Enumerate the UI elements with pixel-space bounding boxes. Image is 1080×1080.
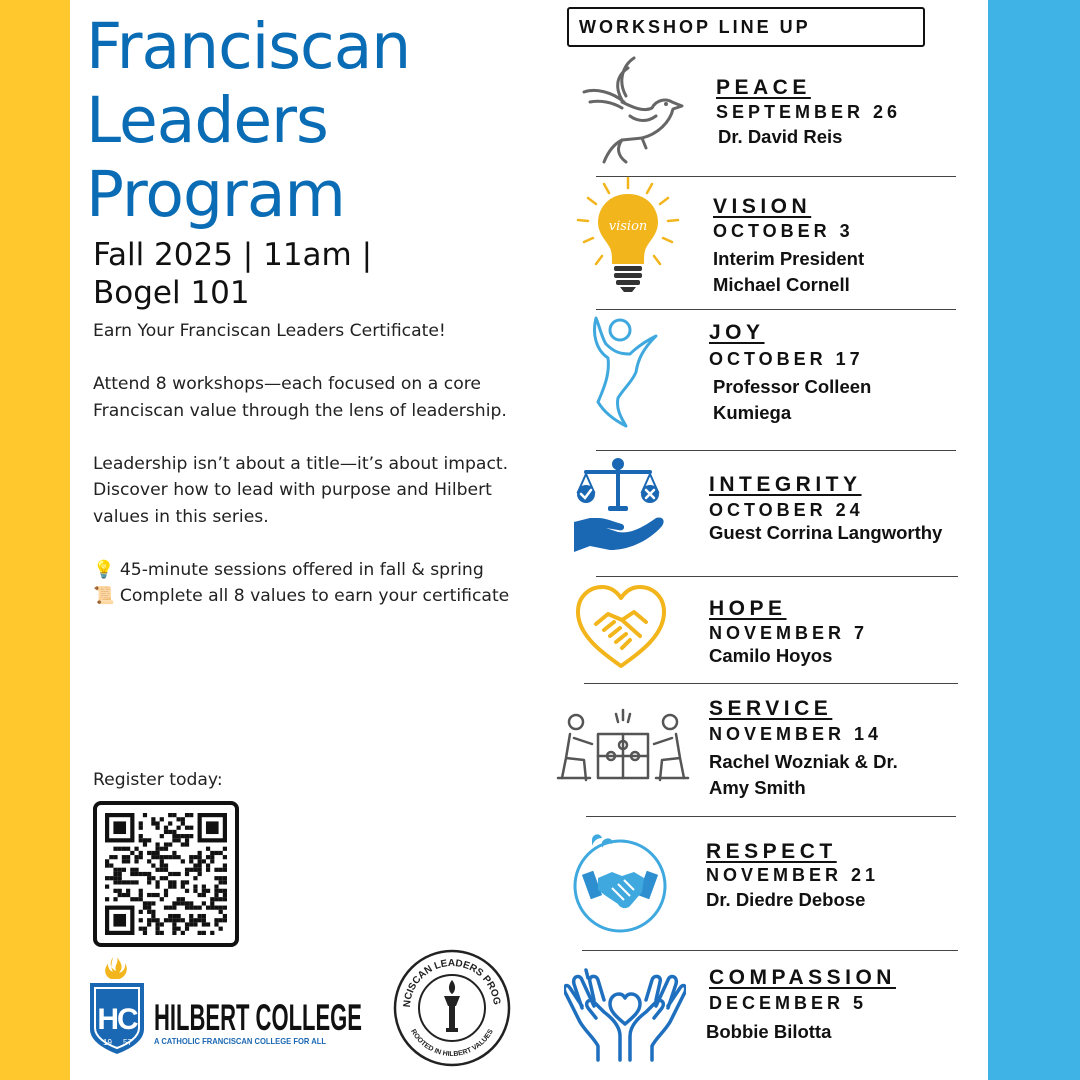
lightbulb-icon (574, 176, 682, 296)
svg-text:A CATHOLIC FRANCISCAN COLLEGE: A CATHOLIC FRANCISCAN COLLEGE FOR ALL (154, 1036, 326, 1046)
hands-heart-icon (564, 966, 686, 1062)
title-line-3: Program (86, 158, 345, 231)
hilbert-college-logo (86, 955, 376, 1055)
svg-text:ROOTED IN HILBERT VALUES: ROOTED IN HILBERT VALUES (409, 1028, 495, 1059)
handshake-circle-icon (572, 832, 668, 934)
schedule-subtitle (93, 236, 513, 312)
workshop-speaker-joy: Professor Colleen Kumiega (713, 376, 872, 423)
svg-text:vision: vision (608, 219, 648, 234)
page-title (86, 10, 526, 232)
workshop-date-compassion: DECEMBER 5 (709, 993, 868, 1013)
workshop-date-peace: SEPTEMBER 26 (716, 102, 902, 122)
hilbert-shield-icon (86, 955, 376, 1055)
description-intro: Earn Your Franciscan Leaders Certificate! (93, 321, 446, 341)
left-accent-bar (0, 0, 70, 1080)
svg-text:HILBERT COLLEGE: HILBERT COLLEGE (154, 997, 362, 1038)
workshop-date-vision: OCTOBER 3 (713, 221, 854, 241)
workshop-date-integrity: OCTOBER 24 (709, 500, 864, 520)
workshop-date-hope: NOVEMBER 7 (709, 623, 869, 643)
workshop-speaker-integrity: Guest Corrina Langworthy (709, 522, 943, 543)
scales-hand-icon (570, 456, 666, 558)
title-line-2: Leaders (86, 84, 328, 157)
svg-text:FRANCISCAN LEADERS PROGRAM: NCISCAN LEADERS PROG (401, 957, 502, 1008)
franciscan-leaders-seal (392, 948, 512, 1068)
divider-2 (596, 309, 956, 310)
subtitle-line-2: Bogel 101 (93, 275, 250, 311)
svg-text:HC: HC (97, 1003, 137, 1036)
dove-icon (582, 56, 686, 168)
divider-7 (582, 950, 958, 951)
program-description (93, 318, 533, 610)
bullet-certificate: 📜 Complete all 8 values to earn your certificate (93, 586, 510, 606)
workshop-speaker-service: Rachel Wozniak & Dr. Amy Smith (709, 751, 898, 798)
right-accent-bar (988, 0, 1080, 1080)
registration-qr-code[interactable] (93, 801, 239, 947)
workshop-speaker-vision: Interim President Michael Cornell (713, 248, 865, 295)
jumping-person-icon (586, 316, 662, 430)
divider-4 (596, 576, 958, 577)
workshop-value-joy: JOY (709, 321, 765, 344)
workshop-value-respect: RESPECT (706, 840, 837, 863)
workshop-value-integrity: INTEGRITY (709, 473, 862, 496)
svg-text:19: 19 (103, 1038, 112, 1047)
workshop-speaker-compassion: Bobbie Bilotta (706, 1021, 832, 1042)
workshop-value-hope: HOPE (709, 597, 787, 620)
svg-text:57: 57 (123, 1038, 132, 1047)
bullet-sessions: 💡 45-minute sessions offered in fall & spring (93, 559, 484, 580)
title-line-1: Franciscan (86, 10, 411, 83)
workshop-value-vision: VISION (713, 195, 812, 218)
workshop-date-respect: NOVEMBER 21 (706, 865, 880, 885)
divider-3 (596, 450, 956, 451)
register-label: Register today: (93, 770, 223, 790)
workshop-value-peace: PEACE (716, 76, 811, 99)
torch-seal-icon (392, 948, 512, 1068)
workshop-speaker-peace: Dr. David Reis (718, 126, 843, 147)
workshop-speaker-hope: Camilo Hoyos (709, 645, 833, 666)
description-impact: Leadership isn’t about a title—it’s about impact. Discover how to lead with purpose and Hilbert values in this series. (93, 453, 509, 527)
workshop-date-joy: OCTOBER 17 (709, 349, 864, 369)
qr-pattern (105, 813, 227, 935)
puzzle-people-icon (556, 708, 690, 784)
workshop-speaker-respect: Dr. Diedre Debose (706, 889, 866, 910)
workshop-value-service: SERVICE (709, 697, 833, 720)
workshop-value-compassion: COMPASSION (709, 966, 896, 989)
workshop-date-service: NOVEMBER 14 (709, 724, 883, 744)
divider-6 (586, 816, 956, 817)
divider-5 (584, 683, 958, 684)
description-workshops: Attend 8 workshops—each focused on a core Franciscan value through the lens of leadership. (93, 374, 507, 421)
heart-handshake-icon (574, 584, 668, 670)
subtitle-line-1: Fall 2025 | 11am | (93, 237, 373, 273)
workshop-lineup-heading: WORKSHOP LINE UP (567, 7, 925, 47)
